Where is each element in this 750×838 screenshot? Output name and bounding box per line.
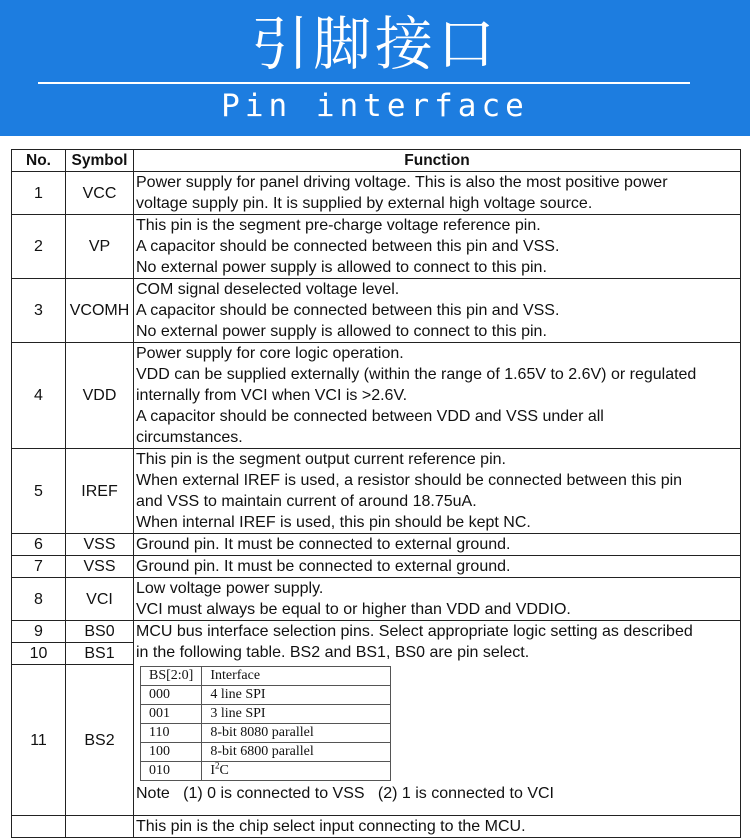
function-line: When external IREF is used, a resistor should be connected between this pin [136,472,683,489]
function-line: Power supply for core logic operation. [136,345,404,362]
bus-select-header-code: BS[2:0] [141,667,202,686]
function-line: Ground pin. It must be connected to external ground. [136,558,511,575]
function-line: and VSS to maintain current of around 18.75uA. [136,493,477,510]
table-row [12,621,741,643]
bus-select-interface [202,762,391,781]
pin-function [134,816,741,838]
function-line: in the following table. BS2 and BS1, BS0 are pin select. [136,644,530,661]
bus-select-code: 010 [141,762,202,781]
pin-symbol: VCOMH [66,279,134,343]
function-line: A capacitor should be connected between this pin and VSS. [136,302,560,319]
bus-select-header-row [141,667,391,686]
page-banner [0,0,750,136]
pin-number: 10 [12,643,66,665]
pin-symbol: VCC [66,172,134,215]
function-line: This pin is the segment output current reference pin. [136,451,506,468]
table-row [12,279,741,343]
pin-symbol: BS1 [66,643,134,665]
pin-function [134,215,741,279]
pin-function [134,578,741,621]
header-function: Function [134,150,741,172]
pin-number [12,816,66,838]
pin-symbol: VSS [66,534,134,556]
pin-number: 5 [12,449,66,534]
function-line: When internal IREF is used, this pin should be kept NC. [136,514,531,531]
bus-select-row [141,686,391,705]
bus-select-row [141,762,391,781]
i2c-i: I [210,763,216,778]
bus-select-code: 001 [141,705,202,724]
page-title-english: Pin interface [221,88,529,124]
pin-function [134,343,741,449]
bus-select-code: 000 [141,686,202,705]
pin-number: 4 [12,343,66,449]
pin-number: 7 [12,556,66,578]
function-line: This pin is the segment pre-charge voltage reference pin. [136,217,541,234]
pin-function [134,279,741,343]
i2c-c: C [219,763,229,778]
pin-function [134,449,741,534]
pin-number: 6 [12,534,66,556]
page-title-chinese: 引脚接口 [250,10,499,78]
bus-select-header-interface: Interface [202,667,391,686]
table-row [12,172,741,215]
function-line: MCU bus interface selection pins. Select appropriate logic setting as described [136,623,693,640]
bus-select-note: Note (1) 0 is connected to VSS (2) 1 is connected to VCI [136,785,554,802]
pin-function [134,534,741,556]
function-line: circumstances. [136,429,243,446]
bus-select-code: 100 [141,743,202,762]
pin-function-bus-select [134,621,741,816]
function-line: This pin is the chip select input connecting to the MCU. [136,818,526,835]
pin-table-header-row [12,150,741,172]
pin-symbol [66,816,134,838]
pin-symbol: VP [66,215,134,279]
function-line: Power supply for panel driving voltage. This is also the most positive power [136,174,668,191]
table-row [12,578,741,621]
function-line: voltage supply pin. It is supplied by external high voltage source. [136,195,593,212]
bus-select-code: 110 [141,724,202,743]
table-row [12,449,741,534]
bus-select-row [141,724,391,743]
pin-symbol: VCI [66,578,134,621]
table-row [12,343,741,449]
pin-symbol: BS2 [66,665,134,816]
pin-number: 1 [12,172,66,215]
function-line: VDD can be supplied externally (within the range of 1.65V to 2.6V) or regulated [136,366,697,383]
pin-number: 3 [12,279,66,343]
table-row-partial [12,816,741,838]
pin-symbol: VDD [66,343,134,449]
bus-select-interface: 8-bit 8080 parallel [202,724,391,743]
pin-number: 2 [12,215,66,279]
table-row [12,534,741,556]
table-row [12,556,741,578]
pin-table [11,149,741,838]
function-line: No external power supply is allowed to connect to this pin. [136,259,547,276]
function-line: A capacitor should be connected between this pin and VSS. [136,238,560,255]
bus-select-interface: 8-bit 6800 parallel [202,743,391,762]
bus-select-row [141,705,391,724]
bus-select-row [141,743,391,762]
function-line: Low voltage power supply. [136,580,324,597]
title-divider [38,82,690,84]
bus-select-table [140,666,391,781]
function-line: No external power supply is allowed to connect to this pin. [136,323,547,340]
function-line: Ground pin. It must be connected to external ground. [136,536,511,553]
pin-symbol: BS0 [66,621,134,643]
pin-function [134,556,741,578]
pin-symbol: VSS [66,556,134,578]
i2c-superscript: 2 [215,760,220,771]
table-row [12,215,741,279]
pin-symbol: IREF [66,449,134,534]
function-line: A capacitor should be connected between VDD and VSS under all [136,408,604,425]
function-line: internally from VCI when VCI is >2.6V. [136,387,408,404]
function-line: VCI must always be equal to or higher than VDD and VDDIO. [136,601,571,618]
header-no: No. [12,150,66,172]
pin-function [134,172,741,215]
pin-number: 9 [12,621,66,643]
pin-number: 11 [12,665,66,816]
bus-select-interface: 3 line SPI [202,705,391,724]
header-symbol: Symbol [66,150,134,172]
bus-select-interface: 4 line SPI [202,686,391,705]
function-line: COM signal deselected voltage level. [136,281,400,298]
pin-number: 8 [12,578,66,621]
